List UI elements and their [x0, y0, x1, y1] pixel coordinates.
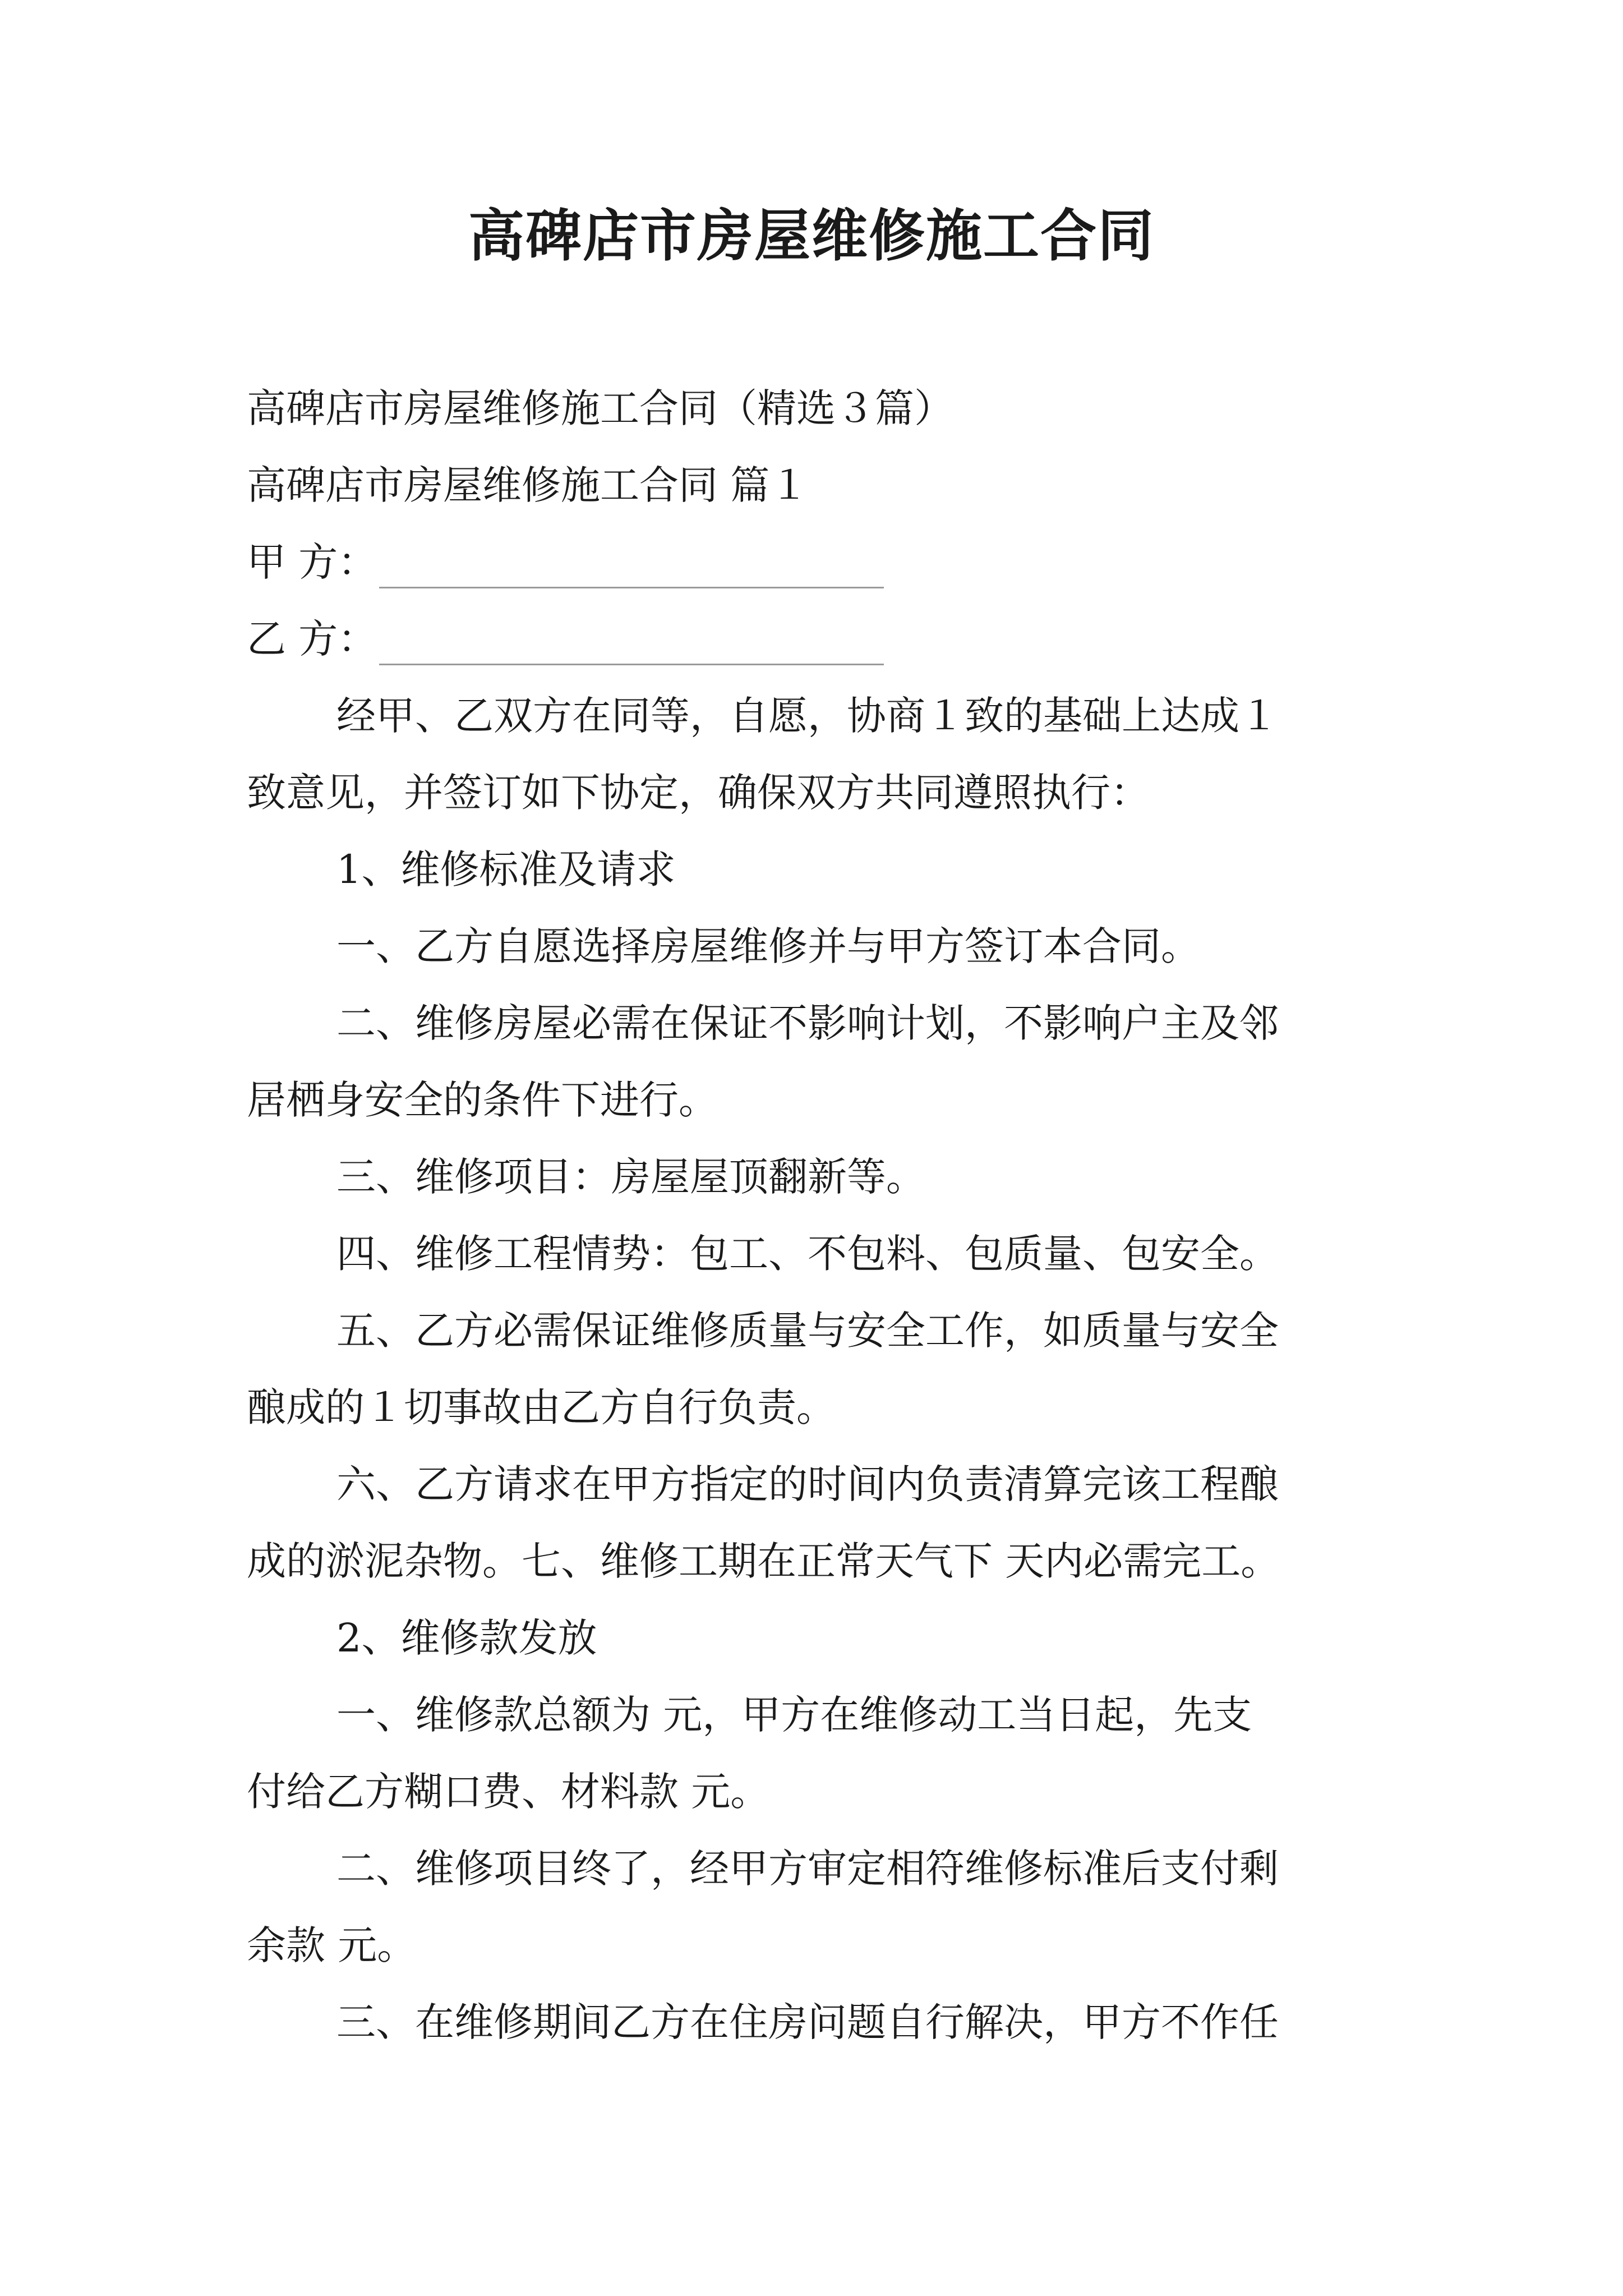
party-b-label: 乙 方： [247, 616, 377, 662]
body-line: 余款 元。 [247, 1922, 417, 1968]
body-line: 致意见，并签订如下协定，确保双方共同遵照执行： [247, 770, 1150, 816]
party-a-label: 甲 方： [247, 539, 377, 585]
body-line: 居栖身安全的条件下进行。 [247, 1077, 718, 1123]
body-line: 经甲、乙双方在同等，自愿，协商１致的基础上达成１ [336, 693, 1279, 739]
body-line: 付给乙方糊口费、材料款 元。 [247, 1769, 770, 1815]
contract-text [247, 678, 1391, 2061]
party-b-line [247, 601, 1391, 678]
body-line: 四、维修工程情势：包工、不包料、包质量、包安全。 [336, 1231, 1279, 1277]
body-line: 五、乙方必需保证维修质量与安全工作，如质量与安全 [336, 1308, 1279, 1354]
body-line: 二、维修项目终了，经甲方审定相符维修标准后支付剩 [336, 1846, 1279, 1892]
party-a-blank-underline [379, 564, 884, 588]
body-line: 六、乙方请求在甲方指定的时间内负责清算完该工程酿 [336, 1461, 1279, 1507]
body-line: 成的淤泥杂物。七、维修工期在正常天气下 天内必需完工。 [247, 1538, 1280, 1584]
body-line: 三、维修项目：房屋屋顶翻新等。 [336, 1154, 925, 1200]
section-heading: 高碑店市房屋维修施工合同 篇１ [247, 462, 809, 508]
body-line: 酿成的１切事故由乙方自行负责。 [247, 1384, 836, 1430]
party-a-line [247, 524, 1391, 601]
body-line: 2、维修款发放 [336, 1615, 597, 1661]
body-line: 二、维修房屋必需在保证不影响计划，不影响户主及邻 [336, 1000, 1279, 1046]
body-line: 一、维修款总额为 元，甲方在维修动工当日起，先支 [336, 1692, 1252, 1738]
document-subtitle: 高碑店市房屋维修施工合同（精选３篇） [247, 385, 953, 431]
body-line: 一、乙方自愿选择房屋维修并与甲方签订本合同。 [336, 923, 1200, 969]
body-line: 三、在维修期间乙方在住房问题自行解决，甲方不作任 [336, 1999, 1279, 2045]
document-title: 高碑店市房屋维修施工合同 [468, 203, 1155, 269]
party-b-blank-underline [379, 641, 884, 665]
document-body [247, 370, 1391, 2061]
body-line: 1、维修标准及请求 [336, 846, 676, 892]
